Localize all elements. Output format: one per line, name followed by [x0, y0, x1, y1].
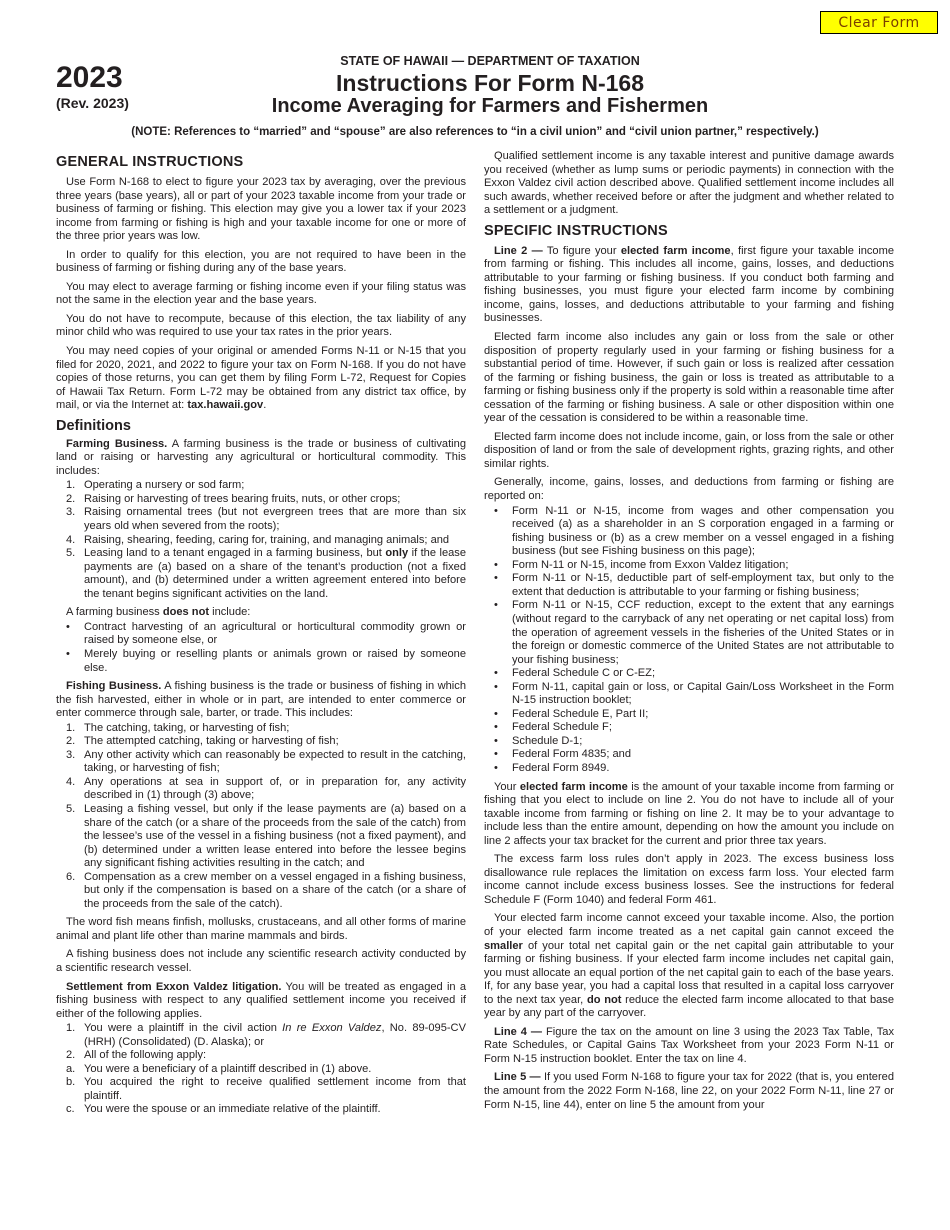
list-item: 3. Raising ornamental trees (but not evergreen trees that are more than six years old when severed from the roots); [66, 506, 466, 533]
exxon-conditions-list [56, 1063, 466, 1117]
list-item: • Federal Schedule C or C-EZ; [494, 667, 656, 680]
list-item: 5. Leasing a fishing vessel, but only if the lease payments are (a) based on a share of the catch (or a share of the proceeds from the sale of the catch) from the lessee’s use of the vessel in a fishing business (not a fixed payment), and (b) determined under a written lease entered into before the lessee begins any significant fishing activities resulting in the catch; and [66, 802, 466, 870]
paragraph: The word fish means finfish, mollusks, crustaceans, and all other forms of marine animal and plant life other than marine mammals and birds. [56, 916, 466, 942]
line-2-instructions: Line 2 — To figure your elected farm income, first figure your taxable income from farming or fishing. This includes all income, gains, losses, and deductions attributable to your farming or fishing business. If you conduct both farming and fishing businesses, you must figure your elected farm income by combining income, gains, losses, and deductions attributable to your farming and fishing businesses. [484, 244, 895, 325]
list-item: 1. Operating a nursery or sod farm; [66, 479, 245, 492]
paragraph: You do not have to recompute, because of this election, the tax liability of any minor child who was required to use your tax rates in the prior years. [56, 312, 466, 339]
exxon-settlement-definition: Settlement from Exxon Valdez litigation. You will be treated as engaged in a fishing business with respect to any qualified settlement income you received if either of the following applies. [56, 980, 467, 1020]
list-item: 4. Any operations at sea in support of, or in preparation for, any activity described in (1) through (3) above; [66, 775, 466, 802]
list-item: 2. Raising or harvesting of trees bearing fruits, nuts, or other crops; [66, 492, 401, 505]
paragraph: Your elected farm income is the amount of your taxable income from farming or fishing that you elect to include on line 2. You do not have to include all of your taxable income from farming or fishing on line 2. It may be to your advantage to include less than the entire amount, depending on how the amount you include on line 2 affects your tax bracket for the current and prior three tax years. [484, 780, 895, 847]
paragraph: Use Form N-168 to elect to figure your 2023 tax by averaging, over the previous three years (base years), all or part of your 2023 taxable income from your trade or business of farming or fishing. This election may give you a lower tax if your 2023 income from farming or fishing is high and your taxable income for one or more of the three prior years was low. [56, 176, 466, 243]
list-item: • Federal Form 8949. [494, 761, 610, 774]
definitions-heading: Definitions [56, 417, 131, 434]
paragraph: You may elect to average farming or fishing income even if your filing status was not the same in the election year and the base years. [56, 280, 466, 307]
paragraph: A fishing business does not include any scientific research activity conducted by a scientific research vessel. [56, 948, 466, 974]
tax-year: 2023 [56, 61, 123, 94]
paragraph: Qualified settlement income is any taxable interest and punitive damage awards you received (whether as lump sums or periodic payments) in connection with the Exxon Valdez civil action described above. Qualified settlement income includes all such awards, whether received before or after the judgment and whether related to a settlement or a judgment. [484, 150, 894, 217]
paragraph: Your elected farm income cannot exceed your taxable income. Also, the portion of your elected farm income treated as a net capital gain cannot exceed the smaller of your total net capital gain or the net capital gain attributable to your farming or fishing business. If your elected farm income includes net capital gain, you must allocate an equal portion of the net capital gain to each of the base years. If, for any base year, you had a capital loss that resulted in a capital loss carryover to the next tax year, do not reduce the elected farm income allocated to that base year by any part of the carryover. [484, 912, 894, 1020]
paragraph: Elected farm income does not include income, gain, or loss from the sale or other disposition of land or from the sale of development rights, grazing rights, and other similar rights. [484, 430, 894, 470]
exxon-list [56, 1022, 466, 1063]
list-item: 2. All of the following apply: [66, 1049, 207, 1062]
farming-business-definition: Farming Business. A farming business is the trade or business of cultivating land or raising or harvesting any agricultural or horticultural commodity. This includes: [56, 437, 466, 477]
paragraph: Elected farm income also includes any gain or loss from the sale or other disposition of property regularly used in your farming or fishing business for a substantial period of time. However, if such gain or loss is realized after cessation of the farming or fishing business, the gain or loss is treated as attributable to a farming or fishing business only if the property is sold within a reasonable time after cessation of the farming or fishing business. A sale or other disposition within one year of the cessation is considered to be within a reasonable time. [484, 331, 894, 425]
list-item: c. You were the spouse or an immediate relative of the plaintiff. [66, 1103, 381, 1116]
list-item: • Form N-11 or N-15, CCF reduction, except to the extent that any earnings (without regard to the carryback of any net operating or net capital loss) from the operation of agreement vessels in the fisheries of the United States or in the foreign or domestic commerce of the United States are not attributable to your fishing business; [494, 599, 894, 666]
farming-list [56, 479, 466, 601]
list-item: • Contract harvesting of an agricultural or horticultural commodity grown or raised by someone else, or [66, 620, 466, 647]
fishing-list [56, 722, 466, 912]
general-instructions-heading: GENERAL INSTRUCTIONS [56, 154, 244, 170]
list-item: • Merely buying or reselling plants or animals grown or raised by someone else. [66, 647, 466, 674]
list-item: 5. Leasing land to a tenant engaged in a farming business, but only if the lease payments are (a) based on a share of the tenant’s production (not a fixed amount), and (b) determined under a written agreement entered into before the tenant begins significant activities on the land. [66, 547, 466, 600]
not-include-list [56, 621, 466, 675]
list-item: 2. The attempted catching, taking or harvesting of fish; [66, 735, 339, 748]
line-5-instructions: Line 5 — If you used Form N-168 to figure your tax for 2022 (that is, you entered the amount from the 2022 Form N-168, line 22, on your 2022 Form N-11, line 27 or Form N-15, line 44), enter on line 5 the amount from your [484, 1071, 895, 1111]
civil-union-note: (NOTE: References to “married” and “spouse” are also references to “in a civil union” and “civil union partner,” respectively.) [131, 126, 819, 138]
list-item: • Form N-11 or N-15, income from Exxon Valdez litigation; [494, 558, 789, 571]
paragraph: You may need copies of your original or amended Forms N-11 or N-15 that you filed for 2020, 2021, and 2022 to figure your tax on Form N-168. If you do not have copies of those returns, you can get them by filing Form L-72, Request for Copies of Hawaii Tax Return. Form L-72 may be obtained from any district tax office, by mail, or via the Internet at: tax.hawaii.gov. [56, 345, 466, 412]
page-title: Instructions For Form N-168 [336, 70, 644, 96]
list-item: • Form N-11 or N-15, deductible part of self-employment tax, but only to the extent that deduction is attributable to your farming or fishing business; [494, 572, 894, 598]
page-subtitle: Income Averaging for Farmers and Fishermen [271, 95, 709, 117]
paragraph: Generally, income, gains, losses, and deductions from farming or fishing are reported on: [484, 476, 894, 503]
paragraph: In order to qualify for this election, you are not required to have been in the business of farming or fishing during any of the base years. [56, 248, 466, 275]
list-item: • Form N-11, capital gain or loss, or Capital Gain/Loss Worksheet in the Form N-15 instruction booklet; [494, 680, 894, 707]
list-item: • Federal Form 4835; and [494, 748, 632, 761]
agency-name: STATE OF HAWAII — DEPARTMENT OF TAXATION [340, 54, 640, 68]
list-item: 4. Raising, shearing, feeding, caring for, training, and managing animals; and [66, 533, 450, 546]
list-item: b. You acquired the right to receive qualified settlement income from that plaintiff. [66, 1076, 466, 1102]
list-item: • Schedule D-1; [494, 734, 583, 747]
list-item: 6. Compensation as a crew member on a vessel engaged in a fishing business, but only if the compensation is based on a share of the catch (or a share of the proceeds from the sale of the catch). [66, 870, 466, 910]
list-item: 1. You were a plaintiff in the civil action In re Exxon Valdez, No. 89-095-CV (HRH) (Consolidated) (D. Alaska); or [66, 1022, 466, 1048]
left-column [56, 150, 466, 1122]
list-item: • Form N-11 or N-15, income from wages and other compensation you received (a) as a shareholder in an S corporation engaged in a farming or fishing business or (b) as a crew member on a vessel engaged in a fishing business (but see Fishing business on this page); [494, 504, 894, 558]
right-column [484, 150, 894, 1117]
website-link[interactable]: tax.hawaii.gov [187, 399, 264, 412]
list-item: 3. Any other activity which can reasonably be expected to result in the catching, taking, or harvesting of fish; [66, 748, 466, 775]
line-4-instructions: Line 4 — Figure the tax on the amount on line 3 using the 2023 Tax Table, Tax Rate Schedules, or Capital Gains Tax Worksheet from your 2023 Form N-11 or Form N-15 instruction booklet. Enter the tax on line 4. [484, 1025, 895, 1065]
paragraph: The excess farm loss rules don’t apply in 2023. The excess business loss disallowance rule replaces the limitation on excess farm loss. Your elected farm income cannot include excess business losses. See the instructions for federal Schedule F (Form 1040) and federal Form 461. [484, 853, 894, 906]
list-item: 1. The catching, taking, or harvesting of fish; [66, 721, 290, 734]
list-item: • Federal Schedule F; [494, 721, 612, 734]
list-item: • Federal Schedule E, Part II; [494, 707, 649, 720]
clear-form-button[interactable]: Clear Form [820, 11, 938, 34]
not-include-intro: A farming business does not include: [66, 606, 251, 619]
list-item: a. You were a beneficiary of a plaintiff described in (1) above. [66, 1062, 372, 1075]
fishing-business-definition: Fishing Business. A fishing business is the trade or business of fishing in which the fish harvested, either in whole or in part, are intended to enter commerce or enter commerce through sale, barter, or trade. This includes: [56, 680, 466, 720]
reported-on-list [484, 505, 894, 776]
specific-instructions-heading: SPECIFIC INSTRUCTIONS [484, 222, 668, 239]
revision: (Rev. 2023) [56, 95, 129, 111]
